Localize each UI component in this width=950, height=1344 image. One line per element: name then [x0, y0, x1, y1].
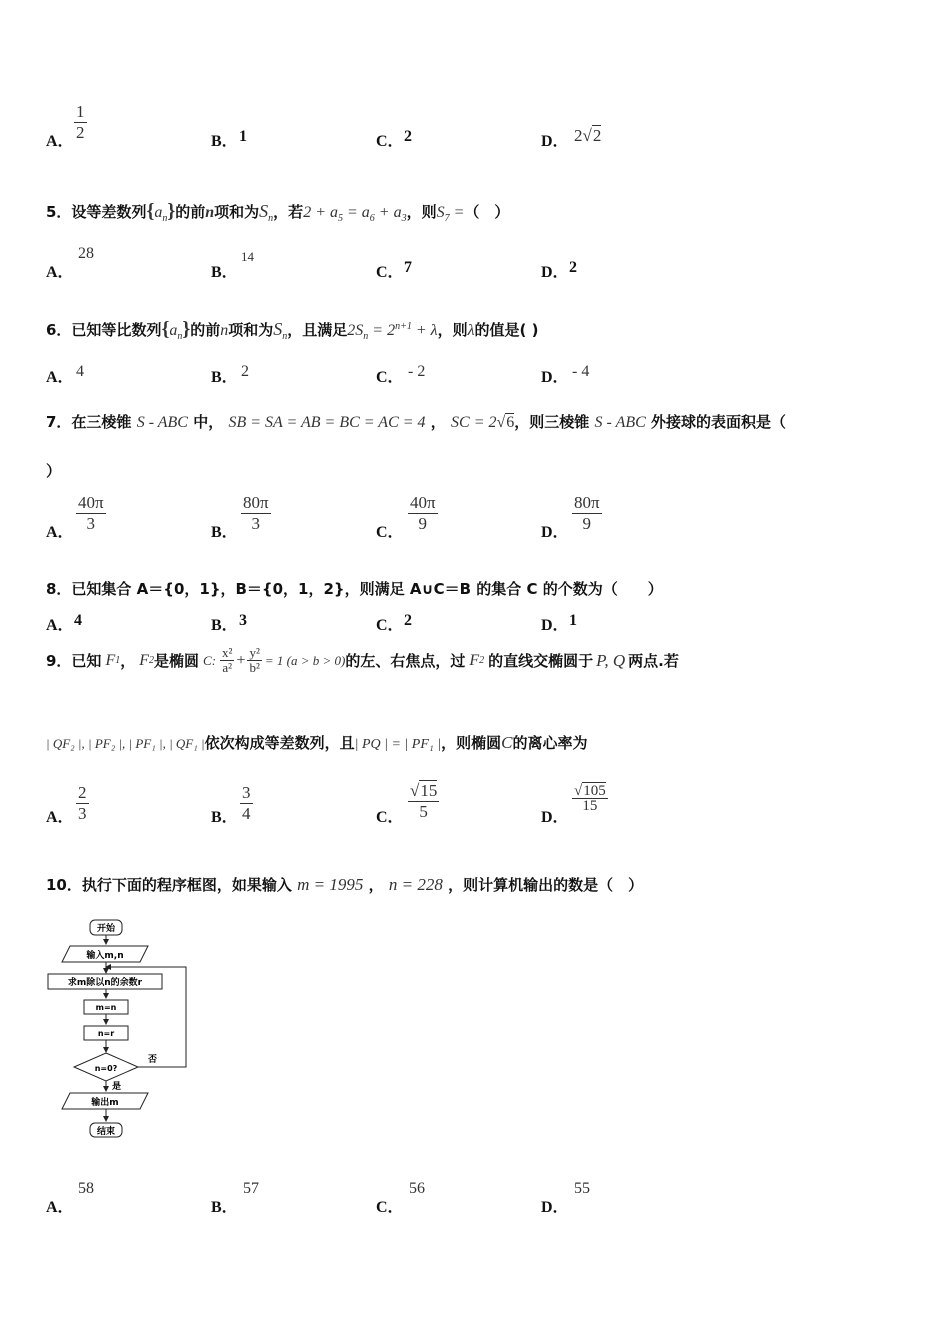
q5-option-c-label: C．: [376, 264, 404, 281]
q7-option-d-label: D．: [541, 524, 569, 541]
q9-option-d-fraction: $\frac{√105}{15}$: [574, 783, 606, 814]
flowchart: [44, 916, 194, 1142]
q9-option-a-fraction: $\frac{2}{3}$: [78, 783, 87, 823]
flow-remainder-text: 求m除以n的余数r: [67, 978, 143, 988]
q9-option-d-label: D．: [541, 809, 569, 826]
q4-option-a-label: A．: [46, 133, 74, 150]
q7-option-c-label: C．: [376, 524, 404, 541]
q4-option-d-value: 2√2: [574, 126, 602, 145]
q8-option-d-value: 1: [569, 612, 577, 629]
q4-option-b-label: B．: [211, 133, 238, 150]
q8-option-d-label: D．: [541, 617, 569, 634]
flow-no-label: 否: [148, 1055, 158, 1065]
q4-option-b-value: 1: [239, 128, 247, 145]
q7-option-c-fraction: $\frac{40\pi}{9}$: [410, 493, 436, 533]
q6-option-a-value: 4: [76, 363, 84, 380]
q7-option-b-label: B．: [211, 524, 238, 541]
q6-option-a-label: A．: [46, 369, 74, 386]
flow-input-text: 输入m,n: [86, 951, 124, 961]
q4-option-c-label: C．: [376, 133, 404, 150]
q5-option-d-value: 2: [569, 259, 577, 276]
q7-stem-close: ）: [46, 462, 62, 480]
flow-yes-label: 是: [112, 1082, 122, 1092]
q9-option-a-label: A．: [46, 809, 74, 826]
q10-option-d-label: D．: [541, 1199, 569, 1216]
q7-option-b-fraction: $\frac{80\pi}{3}$: [243, 493, 269, 533]
q10-option-b-label: B．: [211, 1199, 238, 1216]
q6-option-c-label: C．: [376, 369, 404, 386]
q7-option-a-label: A．: [46, 524, 74, 541]
numerator: 1: [76, 102, 85, 121]
flow-end-text: 结束: [96, 1127, 116, 1137]
flow-assign-n-text: n=r: [97, 1029, 115, 1038]
q5-option-c-value: 7: [404, 259, 412, 276]
q6-option-d-label: D．: [541, 369, 569, 386]
q7-option-a-fraction: $\frac{40\pi}{3}$: [78, 493, 104, 533]
q9-option-b-label: B．: [211, 809, 238, 826]
q7-stem: 7．在三棱锥 S - ABC 中， SB = SA = AB = BC = AC = 4 ， SC = 2√6，则三棱锥 S - ABC 外接球的表面积是（: [46, 413, 787, 431]
q5-option-b-label: B．: [211, 264, 238, 281]
q8-stem: 8．已知集合 A＝{0，1}，B＝{0，1，2}，则满足 A∪C＝B 的集合 C 的个数为（ ）: [46, 580, 663, 598]
q5-option-b-value: 14: [241, 249, 254, 264]
q10-option-d-value: 55: [574, 1180, 590, 1197]
q10-stem: 10．执行下面的程序框图，如果输入 m = 1995 ， n = 228 ，则计算机输出的数是（ ）: [46, 875, 644, 894]
q6-option-c-value: - 2: [408, 363, 426, 380]
q5-option-a-label: A．: [46, 264, 74, 281]
q7-option-d-fraction: $\frac{80\pi}{9}$: [574, 493, 600, 533]
q6-stem: 6．已知等比数列$\{a_n\}$的前n项和为$S_n$，且满足$2S_n = 2^{n+1} + \lambda$，则λ的值是( ): [46, 318, 539, 342]
q8-option-b-label: B．: [211, 617, 238, 634]
flow-decision-text: n=0?: [94, 1064, 118, 1073]
q5-option-d-label: D．: [541, 264, 569, 281]
q9-option-c-label: C．: [376, 809, 404, 826]
q8-option-b-value: 3: [239, 612, 247, 629]
q8-option-a-label: A．: [46, 617, 74, 634]
q4-option-a-fraction: [74, 102, 87, 143]
q8-option-a-value: 4: [74, 612, 82, 629]
q4-option-d-label: D．: [541, 133, 569, 150]
q9-option-c-fraction: $\frac{√15}{5}$: [410, 781, 438, 821]
q10-option-b-value: 57: [243, 1180, 259, 1197]
q10-option-a-value: 58: [78, 1180, 94, 1197]
flow-output-text: 输出m: [91, 1098, 119, 1108]
q8-option-c-value: 2: [404, 612, 412, 629]
q6-option-b-label: B．: [211, 369, 238, 386]
q5-stem: 5．设等差数列$\{a_n\}$的前n项和为$S_n$，若$2 + a_5 = a_6 + a_3$，则$S_7$ =（ ）: [46, 200, 510, 224]
q6-option-b-value: 2: [241, 363, 249, 380]
q9-option-b-fraction: $\frac{3}{4}$: [242, 783, 251, 823]
q4-option-c-value: 2: [404, 128, 412, 145]
q9-stem: 9．已知 F 1 ， F 2 是椭圆 C: $\frac{\text{x²}}{\text{a²}}$ + $\frac{\text{y²}}{\text{b²}}$ = 1 (a > b > 0) 的左、右焦点，过 F 2 的直线交椭圆于 P, Q 两点.若: [46, 645, 679, 675]
q9-stem-line2: | QF₂ |, | PF₂ |, | PF₁ |, | QF₁ |依次构成等差数列，且| PQ | = | PF₁ |，则椭圆C的离心率为: [46, 733, 588, 752]
flow-assign-m-text: m=n: [95, 1003, 117, 1012]
q8-option-c-label: C．: [376, 617, 404, 634]
denominator: 2: [76, 123, 85, 142]
q10-option-a-label: A．: [46, 1199, 74, 1216]
q10-option-c-value: 56: [409, 1180, 425, 1197]
q10-option-c-label: C．: [376, 1199, 404, 1216]
flow-start-text: 开始: [96, 924, 116, 934]
q5-option-a-value: 28: [78, 245, 94, 262]
q6-option-d-value: - 4: [572, 363, 590, 380]
